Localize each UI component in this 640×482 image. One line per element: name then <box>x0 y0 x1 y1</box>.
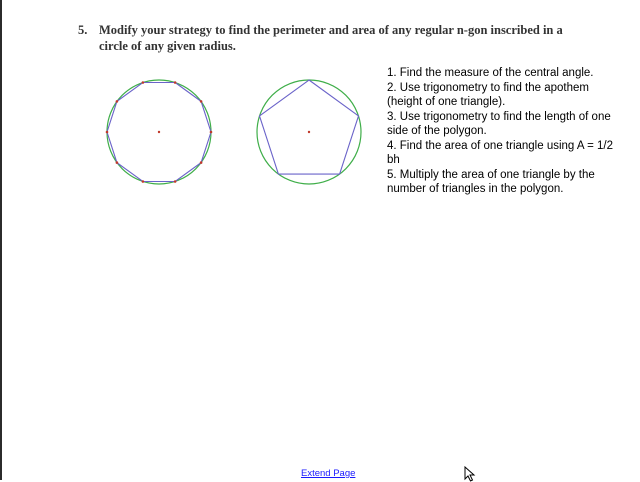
inscribed-polygon <box>260 80 359 174</box>
figures-area <box>100 70 370 195</box>
vertex-point <box>142 180 145 183</box>
vertex-point <box>106 131 109 134</box>
strategy-steps <box>387 66 619 197</box>
vertex-point <box>210 131 213 134</box>
problem-text: Modify your strategy to find the perimeter and area of any regular n-gon inscribed in a circle of any given radius. <box>99 23 563 53</box>
vertex-point <box>174 81 177 84</box>
vertex-point <box>116 161 119 164</box>
center-point <box>308 131 310 133</box>
extend-page-link[interactable]: Extend Page <box>301 468 356 479</box>
vertex-point <box>116 100 119 103</box>
step-item: 3. Use trigonometry to find the length of one side of the polygon. <box>387 110 611 137</box>
vertex-point <box>142 81 145 84</box>
vertex-point <box>200 161 203 164</box>
decagon-figure <box>106 80 213 184</box>
step-item: 4. Find the area of one triangle using A = 1/2 bh <box>387 139 614 166</box>
page-left-border <box>0 0 2 480</box>
step-item: 5. Multiply the area of one triangle by the number of triangles in the polygon. <box>387 168 595 195</box>
step-item: 1. Find the measure of the central angle. <box>387 67 594 79</box>
vertex-point <box>200 100 203 103</box>
center-point <box>158 131 160 133</box>
pentagon-figure <box>257 80 361 184</box>
step-item: 2. Use trigonometry to find the apothem (height of one triangle). <box>387 81 589 108</box>
problem-number: 5. <box>78 23 88 37</box>
vertex-point <box>174 180 177 183</box>
